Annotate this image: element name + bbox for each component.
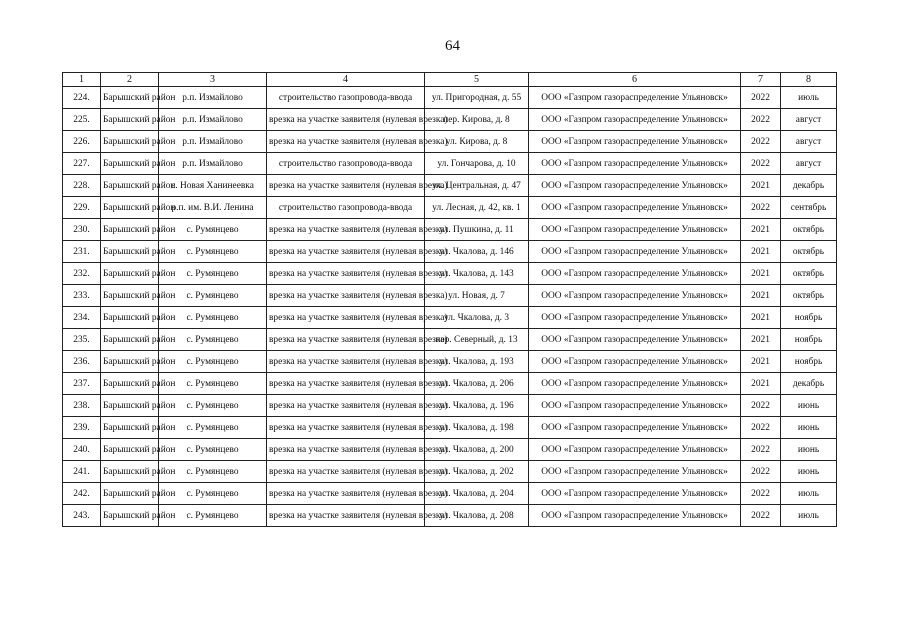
year-cell: 2022 xyxy=(741,395,781,417)
district-cell: Барышский район xyxy=(101,285,159,307)
row-number-cell: 225. xyxy=(63,109,101,131)
year-cell: 2021 xyxy=(741,329,781,351)
settlement-cell: с. Румянцево xyxy=(159,285,267,307)
month-cell: декабрь xyxy=(781,175,837,197)
district-cell: Барышский район xyxy=(101,483,159,505)
table-row xyxy=(63,351,837,373)
district-cell: Барышский район xyxy=(101,373,159,395)
organization-cell: ООО «Газпром газораспределение Ульяновск» xyxy=(529,329,741,351)
table-row xyxy=(63,483,837,505)
settlement-cell: р.п. Измайлово xyxy=(159,87,267,109)
organization-cell: ООО «Газпром газораспределение Ульяновск» xyxy=(529,285,741,307)
table-row xyxy=(63,175,837,197)
month-cell: июль xyxy=(781,505,837,527)
year-cell: 2021 xyxy=(741,307,781,329)
month-cell: октябрь xyxy=(781,263,837,285)
district-cell: Барышский район xyxy=(101,263,159,285)
work-type-cell: врезка на участке заявителя (нулевая врезка) xyxy=(267,417,425,439)
settlement-cell: с. Румянцево xyxy=(159,263,267,285)
row-number-cell: 233. xyxy=(63,285,101,307)
year-cell: 2022 xyxy=(741,461,781,483)
month-cell: август xyxy=(781,109,837,131)
settlement-cell: с. Румянцево xyxy=(159,219,267,241)
organization-cell: ООО «Газпром газораспределение Ульяновск» xyxy=(529,241,741,263)
work-type-cell: врезка на участке заявителя (нулевая врезка) xyxy=(267,351,425,373)
settlement-cell: с. Румянцево xyxy=(159,483,267,505)
year-cell: 2021 xyxy=(741,219,781,241)
settlement-cell: с. Новая Ханинеевка xyxy=(159,175,267,197)
work-type-cell: врезка на участке заявителя (нулевая врезка) xyxy=(267,439,425,461)
work-type-cell: врезка на участке заявителя (нулевая врезка) xyxy=(267,329,425,351)
month-cell: сентябрь xyxy=(781,197,837,219)
row-number-cell: 228. xyxy=(63,175,101,197)
table-row xyxy=(63,197,837,219)
district-cell: Барышский район xyxy=(101,153,159,175)
year-cell: 2021 xyxy=(741,263,781,285)
column-header: 5 xyxy=(425,73,529,87)
organization-cell: ООО «Газпром газораспределение Ульяновск» xyxy=(529,461,741,483)
work-type-cell: врезка на участке заявителя (нулевая врезка) xyxy=(267,131,425,153)
table-row xyxy=(63,307,837,329)
month-cell: август xyxy=(781,153,837,175)
column-header: 3 xyxy=(159,73,267,87)
district-cell: Барышский район xyxy=(101,417,159,439)
column-header: 7 xyxy=(741,73,781,87)
work-type-cell: врезка на участке заявителя (нулевая врезка) xyxy=(267,483,425,505)
month-cell: июнь xyxy=(781,417,837,439)
month-cell: октябрь xyxy=(781,241,837,263)
month-cell: ноябрь xyxy=(781,329,837,351)
address-cell: ул. Чкалова, д. 196 xyxy=(425,395,529,417)
address-cell: ул. Чкалова, д. 206 xyxy=(425,373,529,395)
organization-cell: ООО «Газпром газораспределение Ульяновск» xyxy=(529,505,741,527)
year-cell: 2022 xyxy=(741,197,781,219)
district-cell: Барышский район xyxy=(101,131,159,153)
organization-cell: ООО «Газпром газораспределение Ульяновск» xyxy=(529,417,741,439)
district-cell: Барышский район xyxy=(101,219,159,241)
column-header: 6 xyxy=(529,73,741,87)
table-row xyxy=(63,439,837,461)
address-cell: ул. Пригородная, д. 55 xyxy=(425,87,529,109)
column-header: 1 xyxy=(63,73,101,87)
district-cell: Барышский район xyxy=(101,351,159,373)
organization-cell: ООО «Газпром газораспределение Ульяновск» xyxy=(529,197,741,219)
address-cell: ул. Новая, д. 7 xyxy=(425,285,529,307)
month-cell: июнь xyxy=(781,395,837,417)
organization-cell: ООО «Газпром газораспределение Ульяновск» xyxy=(529,483,741,505)
work-type-cell: врезка на участке заявителя (нулевая врезка) xyxy=(267,395,425,417)
row-number-cell: 226. xyxy=(63,131,101,153)
row-number-cell: 229. xyxy=(63,197,101,219)
year-cell: 2021 xyxy=(741,175,781,197)
address-cell: ул. Гончарова, д. 10 xyxy=(425,153,529,175)
address-cell: ул. Кирова, д. 8 xyxy=(425,131,529,153)
address-cell: пер. Кирова, д. 8 xyxy=(425,109,529,131)
year-cell: 2022 xyxy=(741,439,781,461)
address-cell: ул. Пушкина, д. 11 xyxy=(425,219,529,241)
year-cell: 2022 xyxy=(741,131,781,153)
work-type-cell: врезка на участке заявителя (нулевая врезка) xyxy=(267,219,425,241)
year-cell: 2022 xyxy=(741,505,781,527)
work-type-cell: врезка на участке заявителя (нулевая врезка) xyxy=(267,461,425,483)
table-row xyxy=(63,219,837,241)
table-row xyxy=(63,87,837,109)
table-row xyxy=(63,329,837,351)
year-cell: 2022 xyxy=(741,109,781,131)
registry-table xyxy=(62,72,837,527)
table-row xyxy=(63,373,837,395)
work-type-cell: врезка на участке заявителя (нулевая врезка) xyxy=(267,373,425,395)
row-number-cell: 242. xyxy=(63,483,101,505)
work-type-cell: врезка на участке заявителя (нулевая врезка) xyxy=(267,285,425,307)
settlement-cell: с. Румянцево xyxy=(159,329,267,351)
table-row xyxy=(63,109,837,131)
row-number-cell: 237. xyxy=(63,373,101,395)
organization-cell: ООО «Газпром газораспределение Ульяновск» xyxy=(529,131,741,153)
district-cell: Барышский район xyxy=(101,87,159,109)
row-number-cell: 241. xyxy=(63,461,101,483)
row-number-cell: 239. xyxy=(63,417,101,439)
row-number-cell: 234. xyxy=(63,307,101,329)
work-type-cell: строительство газопровода-ввода xyxy=(267,153,425,175)
year-cell: 2021 xyxy=(741,351,781,373)
organization-cell: ООО «Газпром газораспределение Ульяновск» xyxy=(529,351,741,373)
settlement-cell: с. Румянцево xyxy=(159,307,267,329)
organization-cell: ООО «Газпром газораспределение Ульяновск» xyxy=(529,153,741,175)
address-cell: пер. Северный, д. 13 xyxy=(425,329,529,351)
month-cell: ноябрь xyxy=(781,351,837,373)
row-number-cell: 231. xyxy=(63,241,101,263)
column-header: 8 xyxy=(781,73,837,87)
month-cell: июль xyxy=(781,483,837,505)
year-cell: 2021 xyxy=(741,373,781,395)
year-cell: 2022 xyxy=(741,417,781,439)
table-row xyxy=(63,263,837,285)
organization-cell: ООО «Газпром газораспределение Ульяновск» xyxy=(529,175,741,197)
district-cell: Барышский район xyxy=(101,197,159,219)
month-cell: ноябрь xyxy=(781,307,837,329)
address-cell: ул. Центральная, д. 47 xyxy=(425,175,529,197)
work-type-cell: строительство газопровода-ввода xyxy=(267,87,425,109)
settlement-cell: с. Румянцево xyxy=(159,351,267,373)
year-cell: 2022 xyxy=(741,87,781,109)
table-row xyxy=(63,285,837,307)
settlement-cell: с. Румянцево xyxy=(159,395,267,417)
settlement-cell: с. Румянцево xyxy=(159,505,267,527)
settlement-cell: с. Румянцево xyxy=(159,373,267,395)
settlement-cell: с. Румянцево xyxy=(159,417,267,439)
organization-cell: ООО «Газпром газораспределение Ульяновск» xyxy=(529,109,741,131)
settlement-cell: р.п. Измайлово xyxy=(159,109,267,131)
row-number-cell: 243. xyxy=(63,505,101,527)
address-cell: ул. Чкалова, д. 198 xyxy=(425,417,529,439)
work-type-cell: врезка на участке заявителя (нулевая врезка) xyxy=(267,175,425,197)
month-cell: июнь xyxy=(781,439,837,461)
district-cell: Барышский район xyxy=(101,307,159,329)
settlement-cell: с. Румянцево xyxy=(159,461,267,483)
table-row xyxy=(63,131,837,153)
district-cell: Барышский район xyxy=(101,241,159,263)
organization-cell: ООО «Газпром газораспределение Ульяновск» xyxy=(529,263,741,285)
column-header: 2 xyxy=(101,73,159,87)
address-cell: ул. Чкалова, д. 208 xyxy=(425,505,529,527)
address-cell: ул. Лесная, д. 42, кв. 1 xyxy=(425,197,529,219)
work-type-cell: врезка на участке заявителя (нулевая врезка) xyxy=(267,109,425,131)
address-cell: ул. Чкалова, д. 204 xyxy=(425,483,529,505)
row-number-cell: 235. xyxy=(63,329,101,351)
month-cell: июнь xyxy=(781,461,837,483)
organization-cell: ООО «Газпром газораспределение Ульяновск» xyxy=(529,373,741,395)
row-number-cell: 232. xyxy=(63,263,101,285)
district-cell: Барышский район xyxy=(101,329,159,351)
district-cell: Барышский район xyxy=(101,395,159,417)
month-cell: август xyxy=(781,131,837,153)
address-cell: ул. Чкалова, д. 146 xyxy=(425,241,529,263)
table-row xyxy=(63,153,837,175)
work-type-cell: строительство газопровода-ввода xyxy=(267,197,425,219)
organization-cell: ООО «Газпром газораспределение Ульяновск» xyxy=(529,395,741,417)
work-type-cell: врезка на участке заявителя (нулевая врезка) xyxy=(267,307,425,329)
column-header: 4 xyxy=(267,73,425,87)
month-cell: октябрь xyxy=(781,219,837,241)
table-header xyxy=(63,73,837,87)
row-number-cell: 238. xyxy=(63,395,101,417)
table-row xyxy=(63,461,837,483)
address-cell: ул. Чкалова, д. 200 xyxy=(425,439,529,461)
settlement-cell: р.п. им. В.И. Ленина xyxy=(159,197,267,219)
table-row xyxy=(63,417,837,439)
table-body xyxy=(63,87,837,527)
year-cell: 2021 xyxy=(741,241,781,263)
settlement-cell: р.п. Измайлово xyxy=(159,131,267,153)
address-cell: ул. Чкалова, д. 3 xyxy=(425,307,529,329)
work-type-cell: врезка на участке заявителя (нулевая врезка) xyxy=(267,263,425,285)
header-row xyxy=(63,73,837,87)
table-row xyxy=(63,505,837,527)
district-cell: Барышский район xyxy=(101,505,159,527)
address-cell: ул. Чкалова, д. 193 xyxy=(425,351,529,373)
settlement-cell: с. Румянцево xyxy=(159,241,267,263)
organization-cell: ООО «Газпром газораспределение Ульяновск» xyxy=(529,87,741,109)
work-type-cell: врезка на участке заявителя (нулевая врезка) xyxy=(267,505,425,527)
row-number-cell: 227. xyxy=(63,153,101,175)
table-row xyxy=(63,395,837,417)
month-cell: октябрь xyxy=(781,285,837,307)
row-number-cell: 224. xyxy=(63,87,101,109)
district-cell: Барышский район xyxy=(101,439,159,461)
work-type-cell: врезка на участке заявителя (нулевая врезка) xyxy=(267,241,425,263)
address-cell: ул. Чкалова, д. 143 xyxy=(425,263,529,285)
row-number-cell: 240. xyxy=(63,439,101,461)
table-row xyxy=(63,241,837,263)
month-cell: декабрь xyxy=(781,373,837,395)
settlement-cell: р.п. Измайлово xyxy=(159,153,267,175)
year-cell: 2022 xyxy=(741,483,781,505)
organization-cell: ООО «Газпром газораспределение Ульяновск» xyxy=(529,439,741,461)
row-number-cell: 236. xyxy=(63,351,101,373)
district-cell: Барышский район xyxy=(101,109,159,131)
year-cell: 2021 xyxy=(741,285,781,307)
district-cell: Барышский район xyxy=(101,461,159,483)
year-cell: 2022 xyxy=(741,153,781,175)
organization-cell: ООО «Газпром газораспределение Ульяновск» xyxy=(529,219,741,241)
settlement-cell: с. Румянцево xyxy=(159,439,267,461)
page-number: 64 xyxy=(445,38,460,54)
month-cell: июль xyxy=(781,87,837,109)
organization-cell: ООО «Газпром газораспределение Ульяновск» xyxy=(529,307,741,329)
address-cell: ул. Чкалова, д. 202 xyxy=(425,461,529,483)
district-cell: Барышский район xyxy=(101,175,159,197)
row-number-cell: 230. xyxy=(63,219,101,241)
